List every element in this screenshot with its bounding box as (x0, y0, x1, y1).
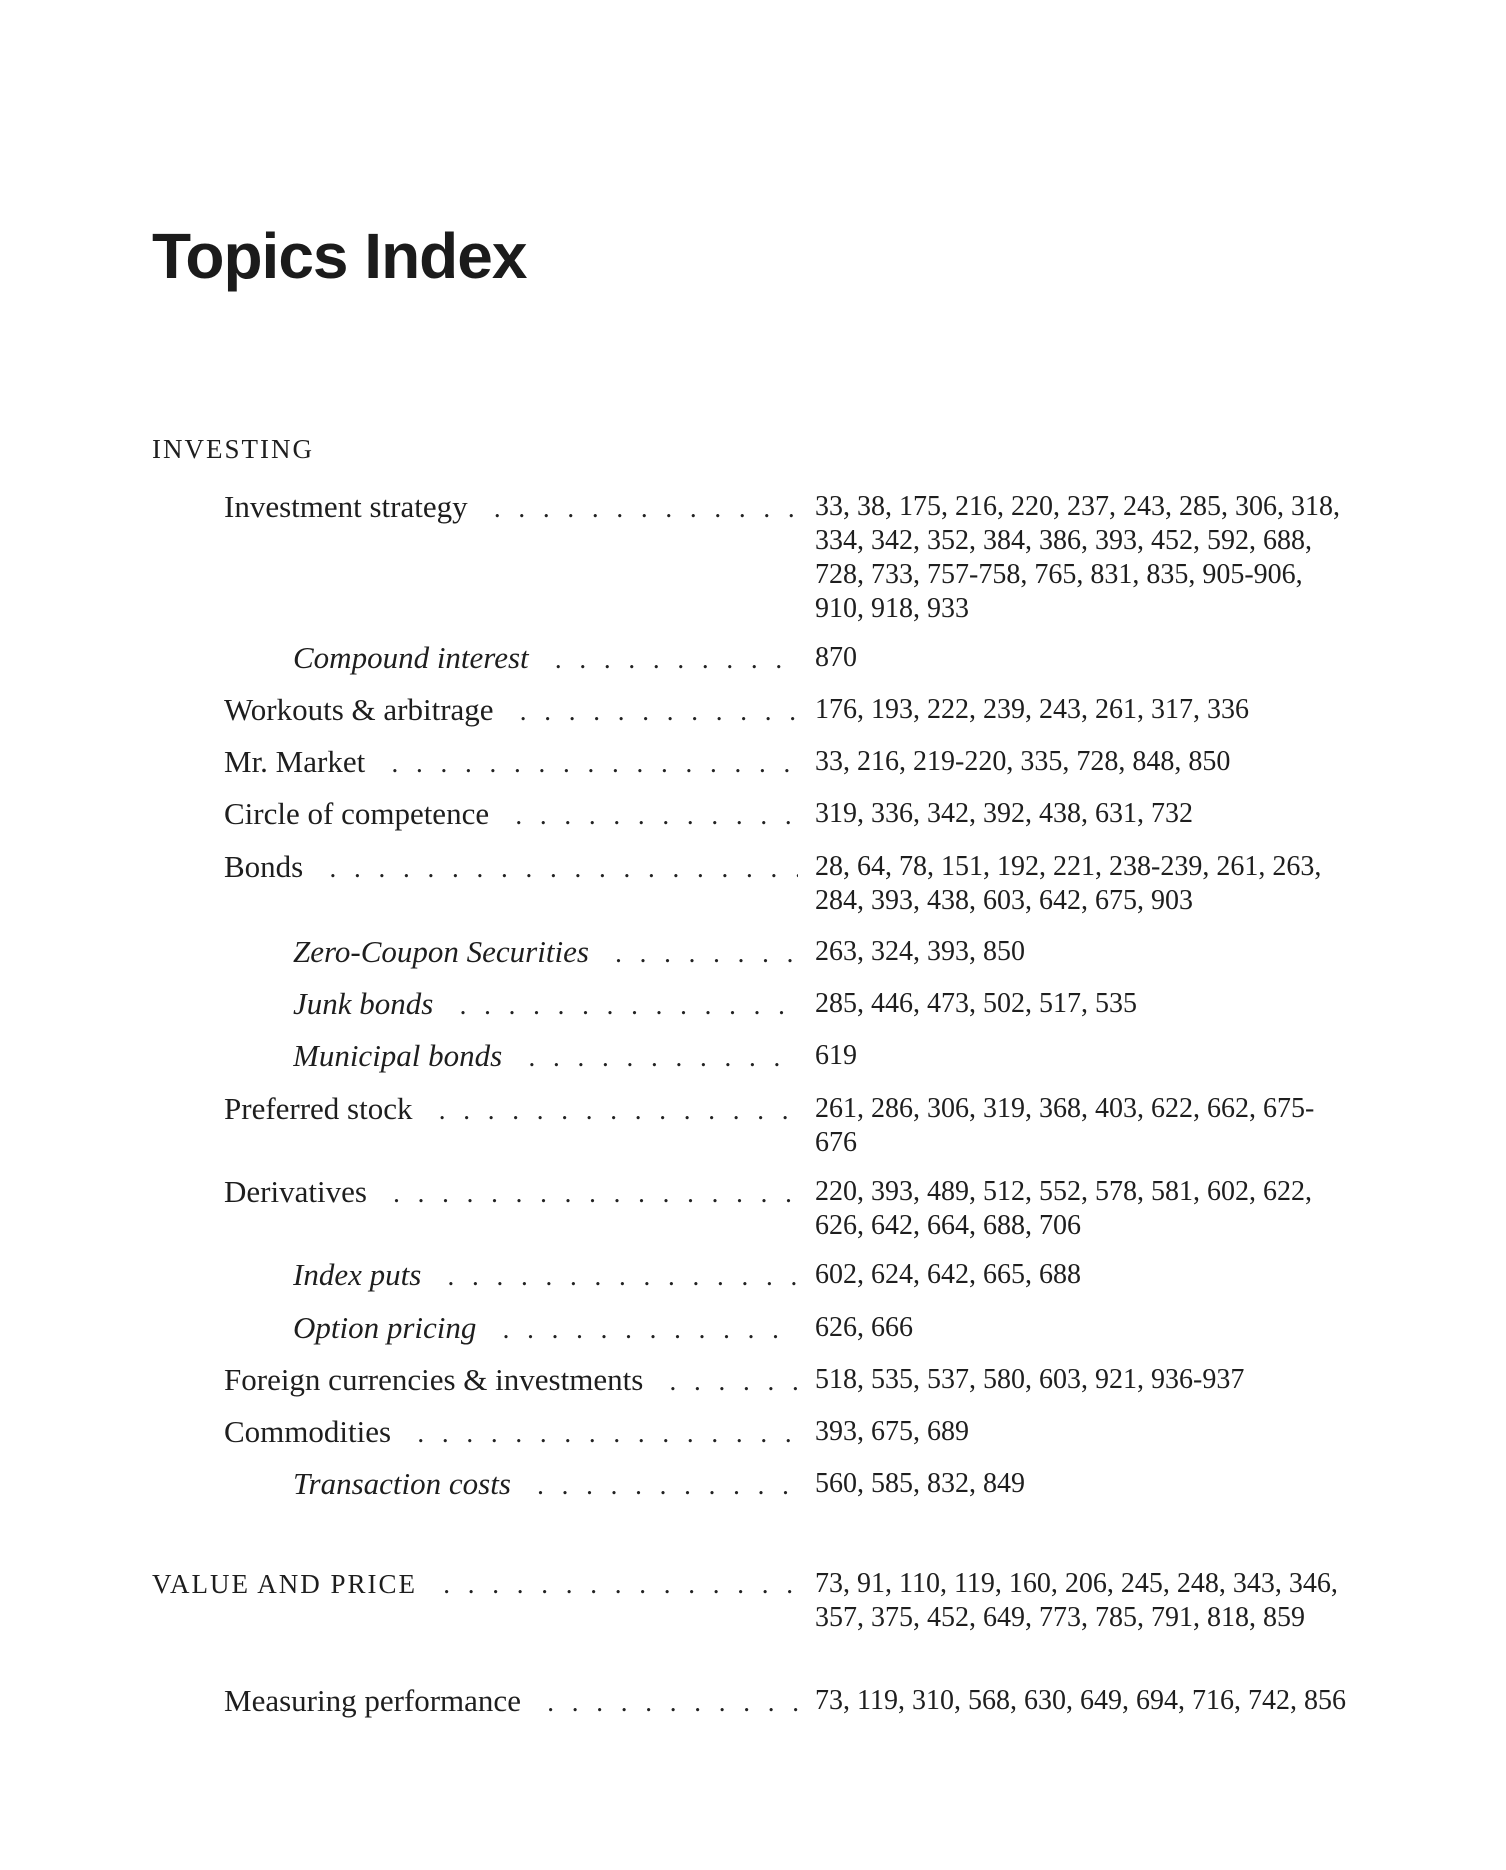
entry-label: Preferred stock (224, 1092, 427, 1126)
section-heading-investing: INVESTING (152, 434, 314, 464)
entry-leader (152, 1567, 798, 1601)
entry-label: Compound interest (293, 641, 543, 675)
entry-leader (224, 1363, 798, 1397)
entry-label: Transaction costs (293, 1467, 525, 1501)
entry-pages: 73, 119, 310, 568, 630, 649, 694, 716, 742, 856 (815, 1685, 1346, 1716)
entry-label: Foreign currencies & investments (224, 1363, 657, 1397)
entry-label: Commodities (224, 1415, 405, 1449)
entry-leader (293, 1311, 798, 1345)
entry-pages: 393, 675, 689 (815, 1416, 969, 1447)
entry-leader (224, 693, 798, 727)
entry-pages: 73, 91, 110, 119, 160, 206, 245, 248, 343, 346, 357, 375, 452, 649, 773, 785, 791, 818, 859 (815, 1568, 1338, 1633)
entry-leader (293, 935, 798, 969)
entry-leader (224, 490, 798, 524)
section-heading-value-and-price: VALUE AND PRICE (152, 1569, 431, 1599)
entry-leader (224, 797, 798, 831)
entry-label: Bonds (224, 850, 317, 884)
entry-label: Workouts & arbitrage (224, 693, 508, 727)
entry-label: Investment strategy (224, 490, 482, 524)
entry-pages: 176, 193, 222, 239, 243, 261, 317, 336 (815, 694, 1249, 725)
entry-pages: 626, 666 (815, 1312, 913, 1343)
entry-leader (293, 1258, 798, 1292)
entry-label: Junk bonds (293, 987, 447, 1021)
entry-label: Derivatives (224, 1175, 381, 1209)
entry-label: Option pricing (293, 1311, 490, 1345)
entry-leader (224, 1415, 798, 1449)
entry-pages: 33, 38, 175, 216, 220, 237, 243, 285, 306, 318, 334, 342, 352, 384, 386, 393, 452, 592, 688, 728, 733, 757-758, 765, 831, 835, 905-906, 910, 918, 933 (815, 491, 1340, 624)
entry-leader (224, 1175, 798, 1209)
entry-pages: 619 (815, 1040, 857, 1071)
entry-label: Index puts (293, 1258, 435, 1292)
entry-leader (224, 745, 798, 779)
entry-pages: 319, 336, 342, 392, 438, 631, 732 (815, 798, 1193, 829)
entry-leader (224, 1092, 798, 1126)
entry-pages: 28, 64, 78, 151, 192, 221, 238-239, 261, 263, 284, 393, 438, 603, 642, 675, 903 (815, 851, 1322, 916)
entry-label: Zero-Coupon Securities (293, 935, 603, 969)
entry-pages: 285, 446, 473, 502, 517, 535 (815, 988, 1137, 1019)
entry-leader (293, 641, 798, 675)
page-title: Topics Index (152, 220, 527, 292)
entry-label: Municipal bonds (293, 1039, 516, 1073)
entry-pages: 518, 535, 537, 580, 603, 921, 936-937 (815, 1364, 1245, 1395)
entry-label: Mr. Market (224, 745, 379, 779)
entry-pages: 261, 286, 306, 319, 368, 403, 622, 662, 675-676 (815, 1093, 1315, 1158)
entry-leader (293, 1039, 798, 1073)
entry-pages: 220, 393, 489, 512, 552, 578, 581, 602, 622, 626, 642, 664, 688, 706 (815, 1176, 1312, 1241)
entry-pages: 602, 624, 642, 665, 688 (815, 1259, 1081, 1290)
entry-label: Circle of competence (224, 797, 503, 831)
entry-pages: 263, 324, 393, 850 (815, 936, 1025, 967)
entry-leader (293, 987, 798, 1021)
entry-pages: 33, 216, 219-220, 335, 728, 848, 850 (815, 746, 1231, 777)
entry-pages: 870 (815, 642, 857, 673)
entry-leader (224, 850, 798, 884)
entry-leader (293, 1467, 798, 1501)
entry-leader (224, 1684, 798, 1718)
entry-pages: 560, 585, 832, 849 (815, 1468, 1025, 1499)
entry-label: Measuring performance (224, 1684, 535, 1718)
